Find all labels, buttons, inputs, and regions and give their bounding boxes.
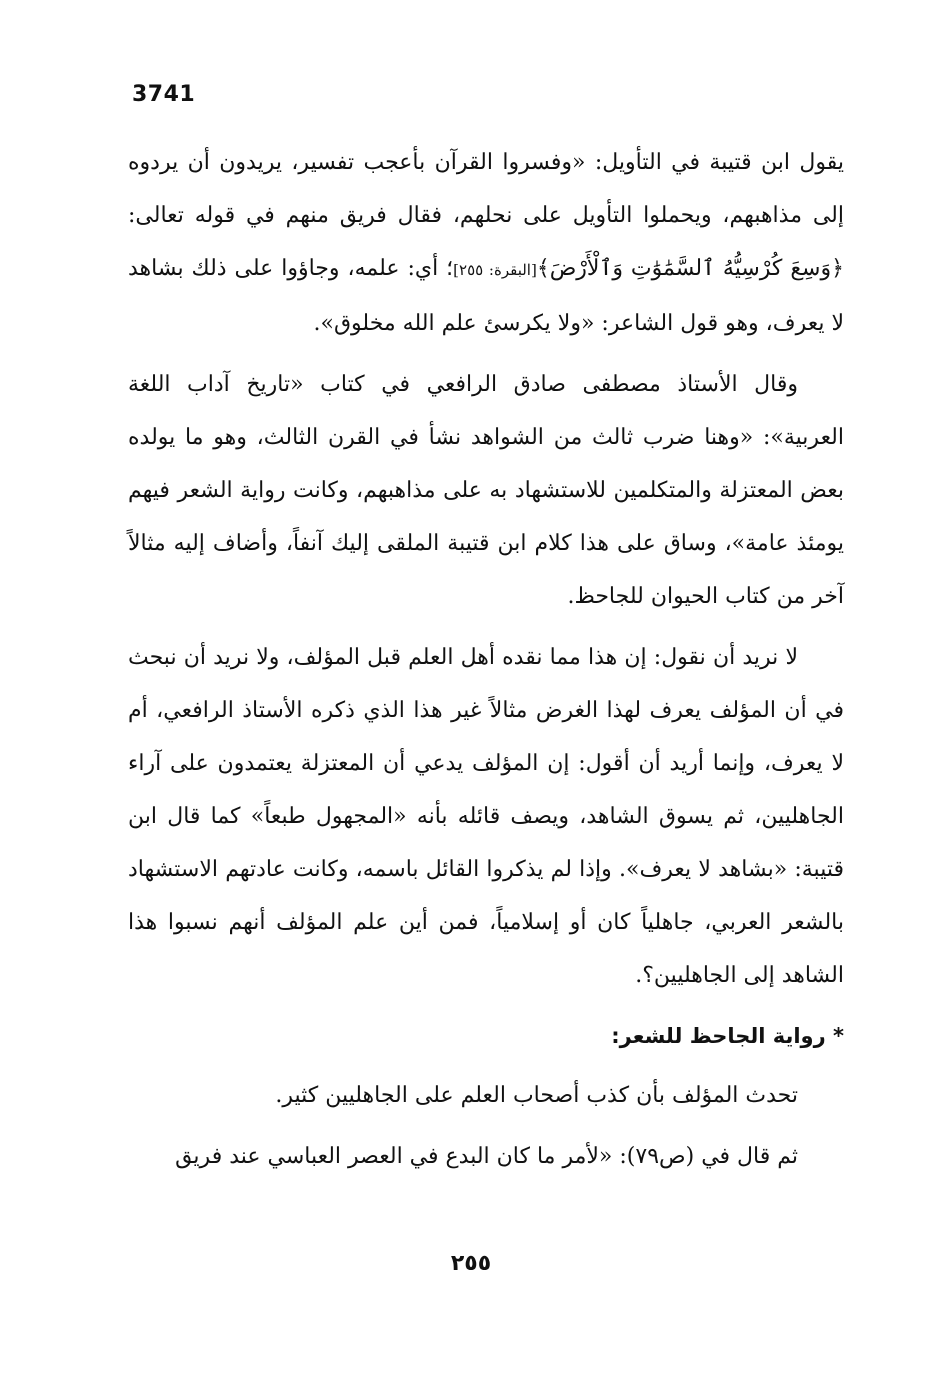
paragraph-section-1: تحدث المؤلف بأن كذب أصحاب العلم على الجاهليين كثير. <box>275 1083 798 1108</box>
paragraph-argument: لا نريد أن نقول: إن هذا مما نقده أهل العلم قبل المؤلف، ولا نريد أن نبحث في أن المؤلف يعرف لهذا الغرض مثالاً غير هذا الذي ذكره الأستاذ الرافعي، أم لا يعرف، وإنما أريد أن أقول: إن المؤلف يدعي أن المعتزلة يعتمدون على آراء الجاهليين، ثم يسوق الشاهد، ويصف قائله بأنه «المجهول طبعاً» كما قال ابن قتيبة: «بشاهد لا يعرف». وإذا لم يذكروا القائل باسمه، وكانت عادتهم الاستشهاد بالشعر العربي، جاهلياً كان أو إسلامياً، فمن أين علم المؤلف أنهم نسبوا هذا الشاهد إلى الجاهليين؟. <box>128 645 844 988</box>
page-id: 3741 <box>132 82 196 107</box>
section-heading: * رواية الجاحظ للشعر: <box>611 1024 844 1048</box>
paragraph-rafii: وقال الأستاذ مصطفى صادق الرافعي في كتاب «تاريخ آداب اللغة العربية»: «وهنا ضرب ثالث من الشواهد نشأ في القرن الثالث، وهو ما يولده بعض المعتزلة والمتكلمين للاستشهاد به على مذاهبهم، وكانت رواية الشعر فيهم يومئذ عامة»، وساق على هذا كلام ابن قتيبة الملقى إليك آنفاً، وأضاف إليه مثالاً آخر من كتاب الحيوان للجاحظ. <box>128 372 844 609</box>
page-number: ٢٥٥ <box>450 1251 492 1276</box>
body-text <box>128 136 844 1191</box>
verse-reference: [البقرة: ٢٥٥] <box>453 261 537 279</box>
quran-verse: ﴿وَسِعَ كُرْسِيُّهُ ٱلسَّمَٰوَٰتِ وَٱلْأَرْضَ﴾ <box>536 256 844 281</box>
paragraph-text: يقول ابن قتيبة في التأويل: «وفسروا القرآن بأعجب تفسير، يريدون أن يردوه إلى مذاهبهم، ويحملوا التأويل على نحلهم، فقال فريق منهم في قوله تعالى: <box>128 150 844 228</box>
paragraph-text: ؛ أي: علمه، وجاؤوا على ذلك بشاهد لا يعرف، وهو قول الشاعر: «ولا يكرسئ علم الله مخلوق». <box>128 256 844 336</box>
paragraph-ibn-qutayba <box>128 136 844 350</box>
paragraph-section-2: ثم قال في (ص٧٩): «لأمر ما كان البدع في العصر العباسي عند فريق <box>175 1144 798 1169</box>
